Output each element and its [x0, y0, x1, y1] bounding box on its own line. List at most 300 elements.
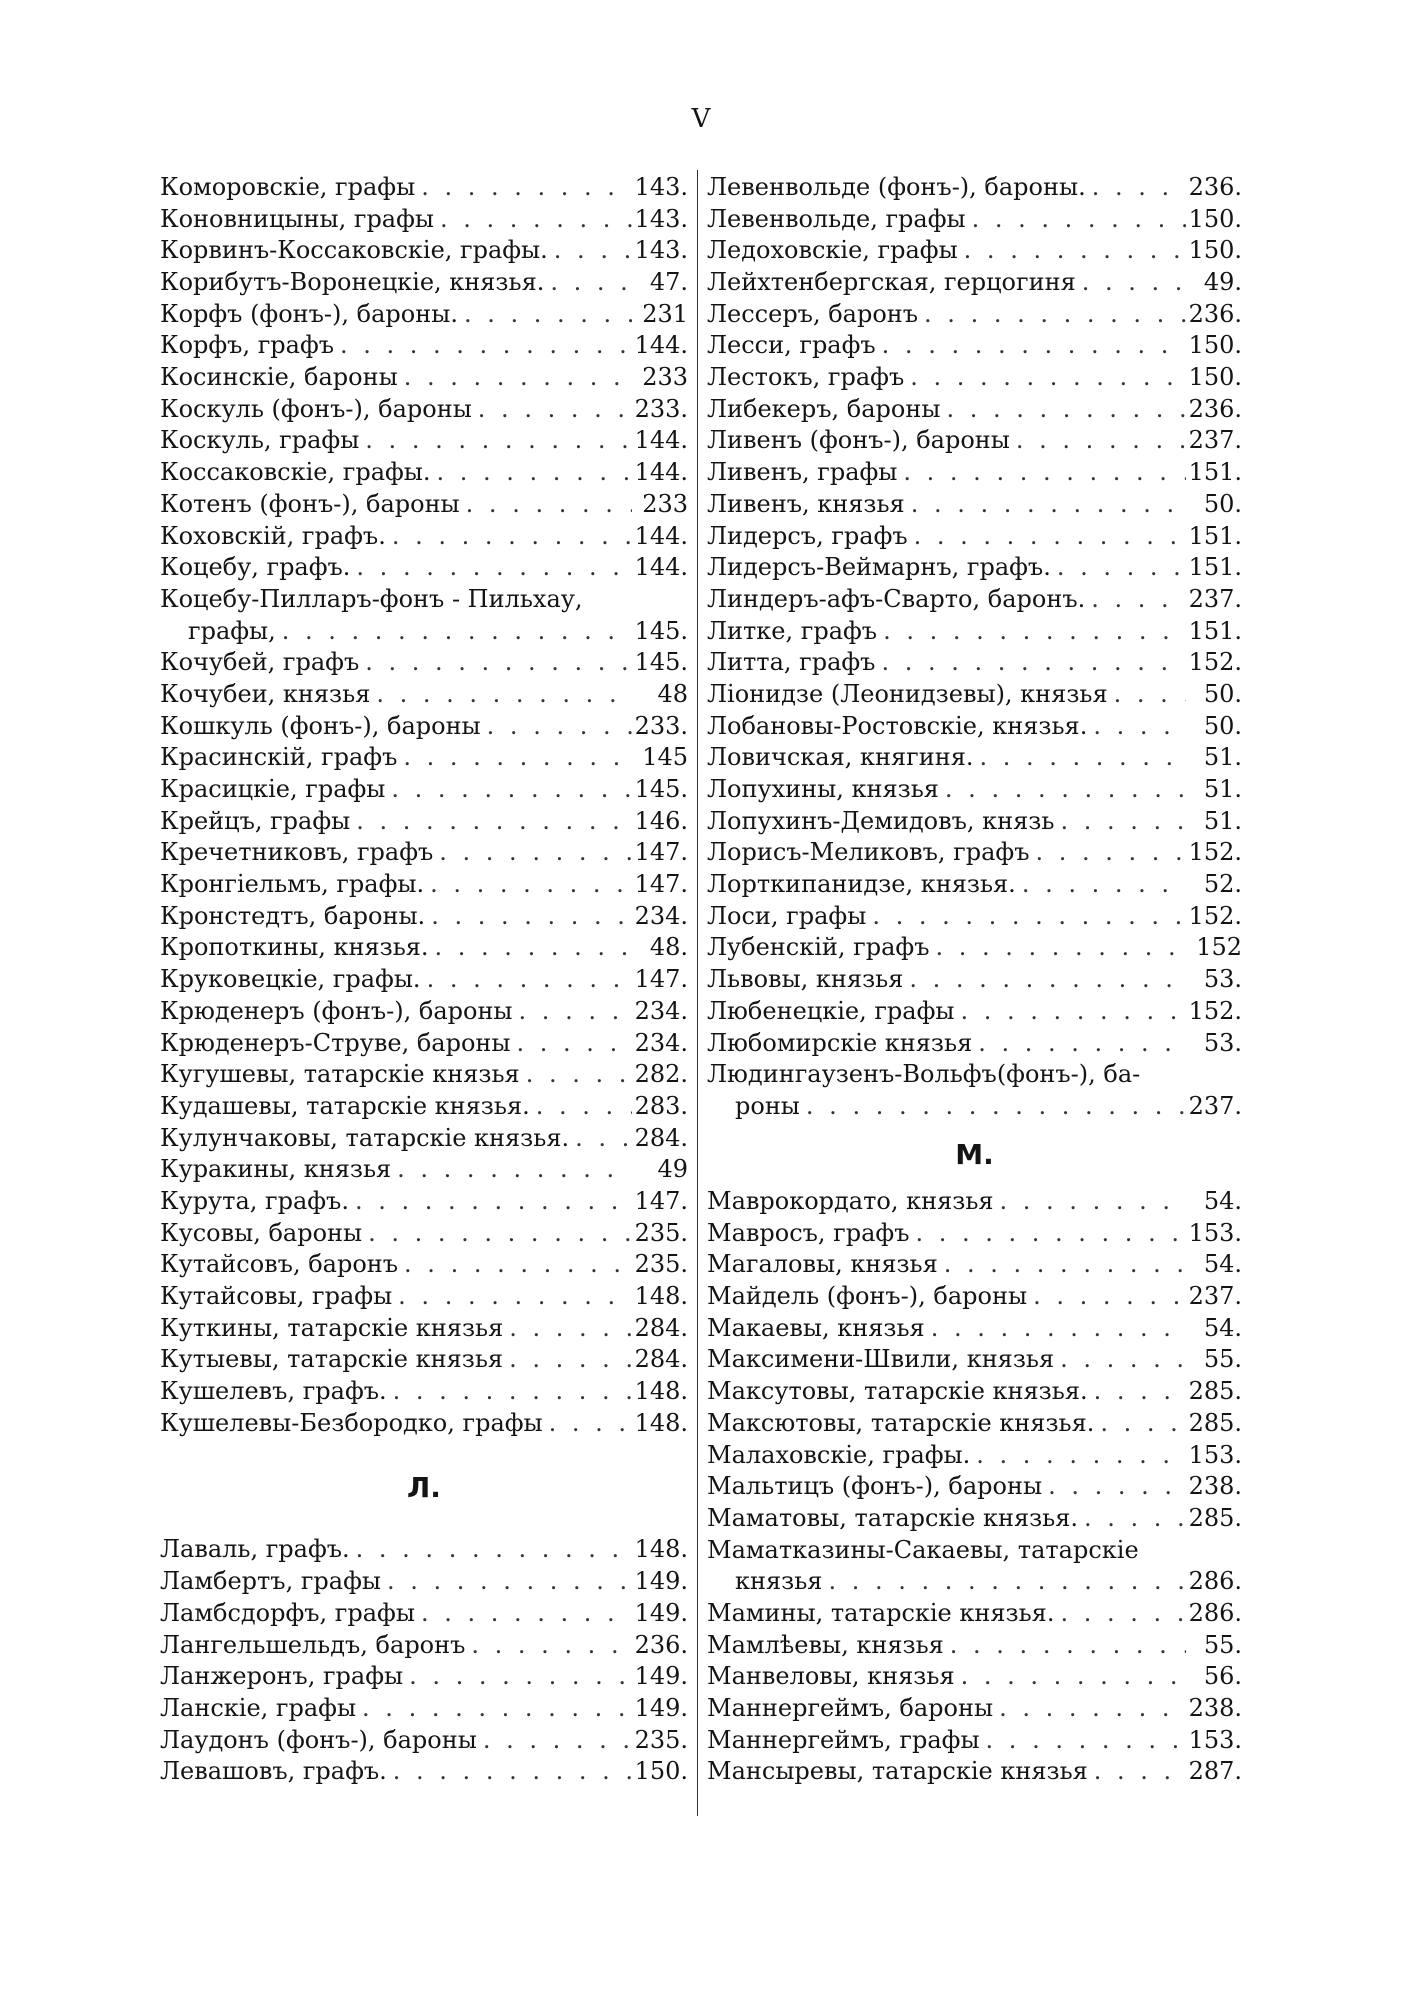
leader-dots	[356, 1693, 632, 1725]
index-entry	[707, 204, 1242, 236]
entry-page: 51.	[1203, 806, 1242, 835]
entry-name: Лидерсъ-Веймарнъ, графъ.	[707, 553, 1051, 582]
entry-name: Мамины, татарскіе князья.	[707, 1598, 1055, 1627]
entry-name: Крейцъ, графы	[160, 806, 351, 835]
entry-name: Литке, графъ	[707, 616, 878, 645]
entry-page: 282.	[634, 1060, 688, 1089]
entry-page: 150.	[1188, 331, 1242, 360]
leader-dots	[1051, 552, 1186, 584]
index-entry	[160, 172, 688, 204]
entry-name: Ливенъ, графы	[707, 458, 898, 487]
entry-page: 234.	[634, 901, 688, 930]
entry-name: Кугушевы, татарскіе князья	[160, 1060, 520, 1089]
index-entry	[160, 1123, 688, 1155]
index-entry	[707, 1028, 1242, 1060]
entry-name: Кутайсовъ, баронъ	[160, 1250, 399, 1279]
index-entry	[160, 1725, 688, 1757]
entry-name: Круковецкіе, графы.	[160, 965, 421, 994]
leader-dots	[925, 1313, 1186, 1345]
entry-name: Куткины, татарскіе князья	[160, 1313, 504, 1342]
index-entry-continuation	[707, 1091, 1242, 1123]
leader-dots	[1087, 711, 1186, 743]
entry-page: 148.	[634, 1377, 688, 1406]
index-entry	[160, 235, 688, 267]
leader-dots	[954, 996, 1186, 1028]
entry-name: Кутыевы, татарскіе князья	[160, 1345, 504, 1374]
leader-dots	[994, 1186, 1186, 1218]
index-entry	[160, 267, 688, 299]
leader-dots	[1078, 1503, 1186, 1535]
entry-name: Людингаузенъ-Вольфъ(фонъ-), ба-	[707, 1060, 1141, 1089]
entry-name: Манвеловы, князья	[707, 1662, 955, 1691]
entry-name: Лесси, графъ	[707, 331, 876, 360]
entry-name: Майдель (фонъ-), бароны	[707, 1282, 1028, 1311]
index-entry	[160, 489, 688, 521]
entry-name: Кронстедтъ, бароны.	[160, 901, 426, 930]
entry-page: 151.	[1188, 616, 1242, 645]
index-entry	[707, 869, 1242, 901]
entry-name: Лангельшельдъ, баронъ	[160, 1630, 466, 1659]
entry-page: 49.	[1203, 268, 1242, 297]
index-entry	[160, 1344, 688, 1376]
entry-name: Левашовъ, графъ.	[160, 1757, 387, 1786]
leader-dots	[503, 1313, 632, 1345]
index-entry	[160, 1281, 688, 1313]
entry-name: Коховскій, графъ.	[160, 521, 386, 550]
leader-dots	[903, 964, 1186, 996]
entry-name: Кулунчаковы, татарскіе князья.	[160, 1123, 570, 1152]
leader-dots	[973, 742, 1186, 774]
entry-page: 284.	[634, 1313, 688, 1342]
entry-page: 237.	[1188, 584, 1242, 613]
leader-dots	[381, 1566, 632, 1598]
index-entry	[707, 172, 1242, 204]
entry-name: Коновницыны, графы	[160, 204, 434, 233]
entry-page: 237.	[1188, 426, 1242, 455]
entry-page: 54.	[1203, 1313, 1242, 1342]
leader-dots	[918, 299, 1186, 331]
index-entry	[707, 1693, 1242, 1725]
leader-dots	[530, 1091, 632, 1123]
entry-name: Ливенъ, князья	[707, 489, 905, 518]
entry-name: Куракины, князья	[160, 1155, 392, 1184]
index-entry	[707, 584, 1242, 616]
entry-page: 153.	[1188, 1440, 1242, 1469]
leader-dots	[897, 457, 1186, 489]
entry-name: Лорткипанидзе, князья.	[707, 870, 1016, 899]
index-entry	[160, 552, 688, 584]
entry-page: 286.	[1188, 1598, 1242, 1627]
entry-page: 48	[657, 679, 688, 708]
leader-dots	[481, 711, 632, 743]
index-entry	[707, 489, 1242, 521]
index-entry	[160, 521, 688, 553]
leader-dots	[403, 1661, 632, 1693]
leader-dots	[955, 1661, 1186, 1693]
entry-name: Максутовы, татарскіе князья.	[707, 1377, 1088, 1406]
entry-page: 284.	[634, 1345, 688, 1374]
index-entry	[707, 552, 1242, 584]
index-entry	[707, 267, 1242, 299]
leader-dots	[1016, 869, 1186, 901]
entry-page: 234.	[634, 1028, 688, 1057]
entry-page: 150.	[1188, 204, 1242, 233]
entry-page: 235.	[634, 1250, 688, 1279]
leader-dots	[1054, 806, 1186, 838]
entry-page: 236.	[1188, 394, 1242, 423]
leader-dots	[392, 1281, 632, 1313]
entry-page: 149.	[634, 1693, 688, 1722]
entry-page: 151.	[1188, 458, 1242, 487]
index-entry	[707, 616, 1242, 648]
entry-page: 147.	[634, 965, 688, 994]
index-entry-multiline	[160, 584, 688, 616]
entry-page: 50.	[1203, 489, 1242, 518]
leader-dots	[980, 1725, 1186, 1757]
entry-name: Левенвольде (фонъ-), бароны.	[707, 172, 1086, 201]
leader-dots	[970, 1440, 1186, 1472]
entry-page: 145.	[634, 648, 688, 677]
leader-dots	[548, 235, 632, 267]
entry-name: Любенецкіе, графы	[707, 996, 955, 1025]
entry-page: 56.	[1203, 1662, 1242, 1691]
index-entry	[707, 1471, 1242, 1503]
leader-dots	[904, 362, 1186, 394]
index-entry	[707, 1408, 1242, 1440]
leader-dots	[359, 425, 632, 457]
leader-dots	[370, 679, 632, 711]
leader-dots	[465, 1630, 632, 1662]
entry-name: Кусовы, бароны	[160, 1218, 363, 1247]
entry-name: Кропоткины, князья.	[160, 933, 429, 962]
leader-dots	[877, 616, 1186, 648]
entry-name: Любомирскіе князья	[707, 1028, 973, 1057]
leader-dots	[386, 521, 632, 553]
entry-name: Косинскіе, бароны	[160, 363, 398, 392]
leader-dots	[349, 1186, 632, 1218]
entry-name: Красинскій, графъ	[160, 743, 398, 772]
entry-page: 233.	[634, 394, 688, 423]
leader-dots	[1042, 1471, 1186, 1503]
index-entry	[160, 1408, 688, 1440]
leader-dots	[425, 901, 632, 933]
entry-page: 151.	[1188, 553, 1242, 582]
leader-dots	[1108, 679, 1186, 711]
index-entry	[160, 774, 688, 806]
entry-name: Ланскіе, графы	[160, 1693, 357, 1722]
leader-dots	[1029, 837, 1186, 869]
entry-page: 233.	[634, 711, 688, 740]
entry-page: 147.	[634, 870, 688, 899]
index-entry	[707, 774, 1242, 806]
entry-name: графы,	[188, 616, 276, 645]
index-entry	[707, 1661, 1242, 1693]
entry-page: 149.	[634, 1662, 688, 1691]
entry-name: Корфъ (фонъ-), бароны.	[160, 299, 458, 328]
entry-name: Маматовы, татарскіе князья.	[707, 1503, 1079, 1532]
leader-dots	[1088, 1756, 1186, 1788]
entry-page: 149.	[634, 1598, 688, 1627]
leader-dots	[569, 1123, 632, 1155]
index-entry	[160, 299, 688, 331]
index-entry	[160, 1630, 688, 1662]
index-entry	[160, 1535, 688, 1567]
leader-dots	[362, 1218, 632, 1250]
entry-name: Лессеръ, баронъ	[707, 299, 919, 328]
index-entry-continuation	[160, 616, 688, 648]
index-entry	[707, 933, 1242, 965]
entry-page: 54.	[1203, 1187, 1242, 1215]
index-entry	[707, 299, 1242, 331]
index-entry	[707, 711, 1242, 743]
leader-dots	[385, 774, 632, 806]
index-entry	[160, 426, 688, 458]
entry-page: 236.	[1188, 299, 1242, 328]
right-column	[707, 172, 1242, 1788]
entry-name: Линдеръ-афъ-Сварто, баронъ.	[707, 584, 1086, 613]
index-entry	[160, 330, 688, 362]
leader-dots	[334, 330, 632, 362]
index-entry	[707, 394, 1242, 426]
leader-dots	[543, 1408, 632, 1440]
index-entry	[707, 1313, 1242, 1345]
index-entry	[707, 837, 1242, 869]
entry-name: Лопухины, князья	[707, 775, 939, 804]
leader-dots	[513, 996, 632, 1028]
index-entry	[160, 711, 688, 743]
entry-page: 144.	[634, 458, 688, 487]
leader-dots	[433, 837, 632, 869]
entry-page: 150.	[634, 1757, 688, 1786]
entry-name: Корибутъ-Воронецкіе, князья.	[160, 268, 545, 297]
entry-name: Мальтицъ (фонъ-), бароны	[707, 1472, 1043, 1501]
entry-name: Кречетниковъ, графъ	[160, 838, 434, 867]
entry-name: Лейхтенбергская, герцогиня	[707, 268, 1076, 297]
index-entry	[707, 330, 1242, 362]
leader-dots	[822, 1566, 1186, 1598]
entry-page: 50.	[1203, 711, 1242, 740]
entry-page: 146.	[634, 806, 688, 835]
leader-dots	[429, 932, 632, 964]
entry-page: 55.	[1203, 1345, 1242, 1374]
entry-page: 145.	[634, 775, 688, 804]
entry-name: Макаевы, князья	[707, 1313, 925, 1342]
entry-page: 47.	[649, 268, 688, 297]
index-entry	[160, 204, 688, 236]
section-heading-m: М.	[955, 1137, 994, 1171]
entry-page: 283.	[634, 1091, 688, 1120]
entry-page: 234.	[634, 996, 688, 1025]
leader-dots	[544, 267, 632, 299]
entry-page: 48.	[649, 933, 688, 962]
leader-dots	[905, 489, 1186, 521]
entry-page: 152.	[1188, 648, 1242, 677]
leader-dots	[359, 647, 632, 679]
index-entry	[160, 964, 688, 996]
entry-name: Кронгіельмъ, графы.	[160, 870, 425, 899]
entry-page: 53.	[1203, 965, 1242, 994]
leader-dots	[421, 964, 632, 996]
entry-page: 51.	[1203, 775, 1242, 804]
index-entry	[160, 1186, 688, 1218]
entry-name: Лидерсъ, графъ	[707, 521, 908, 550]
entry-name: Либекеръ, бароны	[707, 394, 941, 423]
entry-page: 55.	[1203, 1630, 1242, 1659]
index-entry	[160, 1313, 688, 1345]
leader-dots	[1027, 1281, 1186, 1313]
entry-name: Литта, графъ	[707, 648, 876, 677]
index-entry	[160, 362, 688, 394]
entry-name: Ливенъ (фонъ-), бароны	[707, 426, 1010, 455]
entry-name: Лобановы-Ростовскіе, князья.	[707, 711, 1088, 740]
entry-page: 152	[1196, 933, 1242, 962]
entry-name: Ловичская, княгиня.	[707, 743, 974, 772]
index-entry	[160, 1566, 688, 1598]
index-entry	[707, 647, 1242, 679]
index-entry	[707, 742, 1242, 774]
leader-dots	[1010, 425, 1186, 457]
leader-dots	[866, 901, 1186, 933]
index-entry	[707, 1598, 1242, 1630]
leader-dots	[520, 1059, 632, 1091]
leader-dots	[472, 394, 632, 426]
index-entry	[707, 521, 1242, 553]
index-entry	[160, 837, 688, 869]
index-entry	[707, 964, 1242, 996]
leader-dots	[460, 489, 632, 521]
entry-page: 152.	[1188, 996, 1242, 1025]
leader-dots	[929, 932, 1186, 964]
entry-page: 235.	[634, 1218, 688, 1247]
index-entry	[707, 1630, 1242, 1662]
index-entry	[160, 1598, 688, 1630]
entry-page: 236.	[1188, 172, 1242, 201]
entry-name: князья	[735, 1567, 823, 1596]
index-entry	[707, 901, 1242, 933]
leader-dots	[940, 394, 1186, 426]
entry-page: 238.	[1188, 1472, 1242, 1501]
entry-name: Кутайсовы, графы	[160, 1282, 393, 1311]
leader-dots	[958, 235, 1186, 267]
entry-name: Кушелевъ, графъ.	[160, 1377, 387, 1406]
entry-name: Мансыревы, татарскіе князья	[707, 1757, 1088, 1786]
entry-name: Красицкіе, графы	[160, 775, 386, 804]
entry-page: 144.	[634, 426, 688, 455]
entry-page: 144.	[634, 553, 688, 582]
leader-dots	[398, 1249, 632, 1281]
index-entry-multiline	[707, 1059, 1242, 1091]
entry-page: 148.	[634, 1408, 688, 1437]
entry-page: 150.	[1188, 236, 1242, 265]
page-number: V	[691, 104, 713, 134]
entry-page: 287.	[1188, 1757, 1242, 1786]
entry-name: Маматказины-Сакаевы, татарскіе	[707, 1535, 1139, 1564]
entry-page: 151.	[1188, 521, 1242, 550]
leader-dots	[503, 1344, 632, 1376]
leader-dots	[908, 521, 1186, 553]
index-entry	[707, 679, 1242, 711]
entry-page: 143.	[634, 172, 688, 201]
entry-page: 285.	[1188, 1503, 1242, 1532]
leader-dots	[415, 172, 632, 204]
entry-name: Кудашевы, татарскіе князья.	[160, 1091, 530, 1120]
index-entry	[160, 1028, 688, 1060]
index-entry	[707, 1440, 1242, 1472]
entry-name: Коскуль (фонъ-), бароны	[160, 394, 472, 423]
entry-name: Крюденеръ (фонъ-), бароны	[160, 996, 513, 1025]
leader-dots	[387, 1756, 632, 1788]
leader-dots	[511, 1028, 632, 1060]
entry-name: Маннергеймъ, бароны	[707, 1694, 994, 1722]
entry-name: Львовы, князья	[707, 965, 904, 994]
index-entry	[707, 806, 1242, 838]
entry-name: Ламбертъ, графы	[160, 1567, 381, 1596]
entry-page: 149.	[634, 1567, 688, 1596]
entry-page: 236.	[634, 1630, 688, 1659]
index-entry	[160, 679, 688, 711]
index-entry	[707, 1249, 1242, 1281]
entry-name: Мамлѣевы, князья	[707, 1630, 944, 1659]
entry-name: Маннергеймъ, графы	[707, 1725, 980, 1754]
entry-page: 285.	[1188, 1377, 1242, 1406]
index-entry-continuation	[707, 1566, 1242, 1598]
leader-dots	[387, 1376, 632, 1408]
entry-page: 237.	[1188, 1091, 1242, 1120]
index-entry	[707, 1756, 1242, 1788]
index-entry	[707, 1503, 1242, 1535]
index-entry	[707, 457, 1242, 489]
entry-name: Кушелевы-Безбородко, графы	[160, 1408, 543, 1437]
index-entry	[160, 901, 688, 933]
leader-dots	[398, 362, 632, 394]
leader-dots	[993, 1693, 1186, 1725]
leader-dots	[1054, 1344, 1186, 1376]
index-entry	[160, 647, 688, 679]
index-entry	[707, 1376, 1242, 1408]
entry-name: Котенъ (фонъ-), бароны	[160, 489, 460, 518]
index-entry	[160, 996, 688, 1028]
entry-page: 235.	[634, 1725, 688, 1754]
entry-page: 286.	[1188, 1567, 1242, 1596]
entry-page: 233	[642, 363, 688, 392]
leader-dots	[391, 1154, 632, 1186]
entry-name: Лубенскій, графъ	[707, 933, 930, 962]
entry-page: 238.	[1188, 1694, 1242, 1722]
leader-dots	[938, 1249, 1186, 1281]
index-entry	[160, 1376, 688, 1408]
leader-dots	[397, 742, 632, 774]
index-entry	[160, 742, 688, 774]
entry-page: 148.	[634, 1282, 688, 1311]
entry-name: Ліонидзе (Леонидзевы), князья	[707, 679, 1108, 708]
leader-dots	[477, 1725, 632, 1757]
leader-dots	[1054, 1598, 1186, 1630]
entry-name: Максимени-Швили, князья	[707, 1345, 1055, 1374]
entry-name: Максютовы, татарскіе князья.	[707, 1408, 1095, 1437]
entry-page: 153.	[1188, 1725, 1242, 1754]
entry-name: Кочубеи, князья	[160, 679, 371, 708]
entry-page: 54.	[1203, 1250, 1242, 1279]
index-entry-multiline	[707, 1535, 1242, 1567]
entry-name: Корфъ, графъ	[160, 331, 334, 360]
index-entry	[160, 1154, 688, 1186]
entry-page: 152.	[1188, 838, 1242, 867]
entry-page: 147.	[634, 1186, 688, 1215]
entry-name: роны	[735, 1091, 800, 1120]
leader-dots	[1086, 172, 1186, 204]
leader-dots	[350, 1534, 632, 1566]
entry-name: Крюденеръ-Струве, бароны	[160, 1028, 511, 1057]
